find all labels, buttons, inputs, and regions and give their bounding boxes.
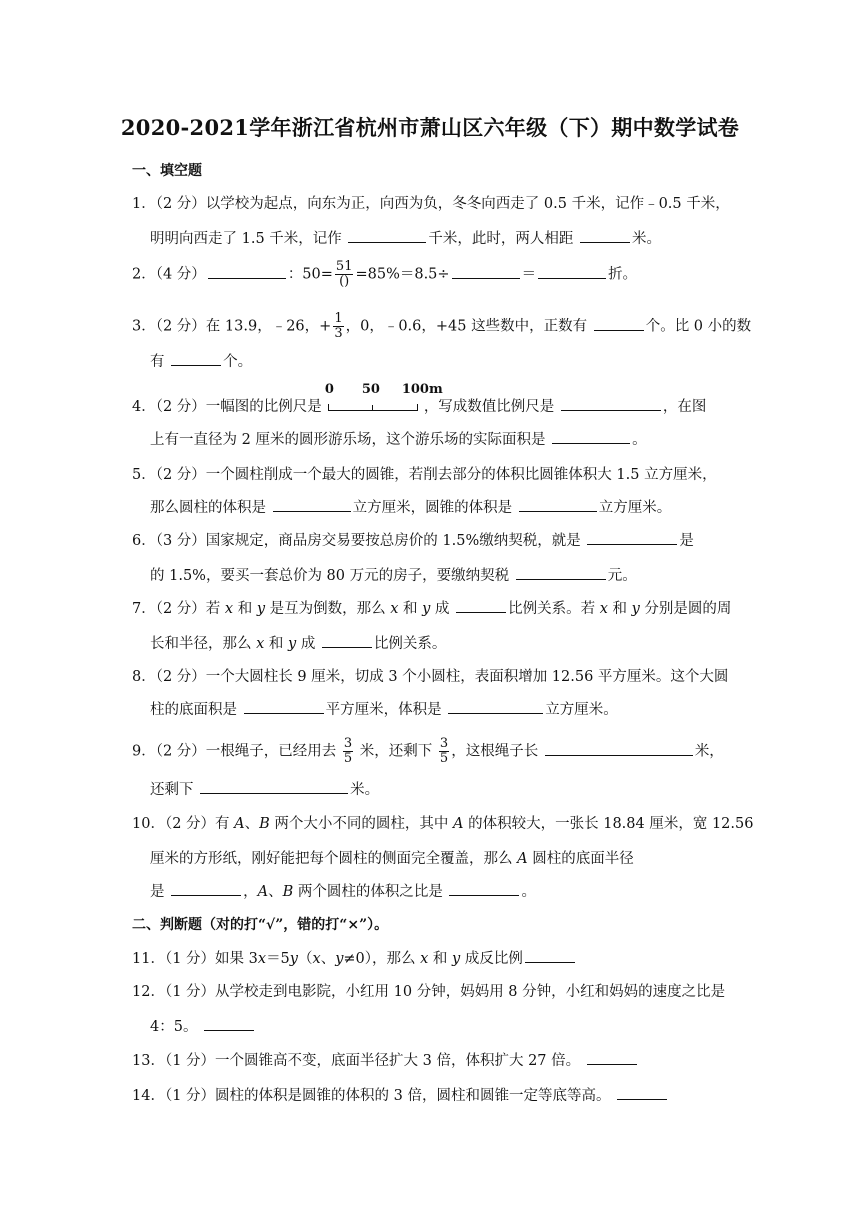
answer-blank[interactable] (200, 779, 348, 794)
line-scale-bar (324, 382, 443, 411)
question-10-line-1: 10．（2 分）有 A、B 两个大小不同的圆柱，其中 A 的体积较大，一张长 18.84 厘米，宽 12.56 (132, 816, 754, 832)
fraction: $\frac{51}{()}$ (335, 259, 353, 289)
answer-blank[interactable] (516, 565, 606, 580)
question-12-line-2: 4：5。 (150, 1015, 256, 1036)
fraction: $\frac{3}{5}$ (439, 736, 449, 766)
page-title: 2020-2021学年浙江省杭州市萧山区六年级（下）期中数学试卷 (120, 115, 740, 140)
fraction: $\frac{3}{5}$ (343, 736, 353, 766)
question-4-line-1: 4．（2 分）一幅图的比例尺是 0 50 100m ，写成数值比例尺是 ，在图 (132, 382, 707, 415)
question-4-line-2: 上有一直径为 2 厘米的圆形游乐场，这个游乐场的实际面积是 。 (150, 428, 647, 449)
answer-blank[interactable] (208, 264, 286, 279)
section-heading-fill-in: 一、填空题 (132, 163, 202, 179)
answer-blank[interactable] (171, 881, 241, 896)
question-13: 13．（1 分）一个圆锥高不变，底面半径扩大 3 倍，体积扩大 27 倍。 (132, 1049, 639, 1070)
question-5-line-1: 5．（2 分）一个圆柱削成一个最大的圆锥，若削去部分的体积比圆锥体积大 1.5 立方厘米， (132, 467, 717, 483)
answer-blank[interactable] (452, 264, 520, 279)
answer-blank[interactable] (525, 948, 575, 963)
answer-blank[interactable] (519, 497, 597, 512)
scale-label: 50 (361, 382, 380, 397)
answer-blank[interactable] (171, 351, 221, 366)
question-12-line-1: 12．（1 分）从学校走到电影院，小红用 10 分钟，妈妈用 8 分钟，小红和妈妈的速度之比是 (132, 984, 726, 1000)
answer-blank[interactable] (273, 497, 351, 512)
question-10-line-2: 厘米的方形纸，刚好能把每个圆柱的侧面完全覆盖，那么 A 圆柱的底面半径 (150, 851, 634, 867)
answer-blank[interactable] (594, 316, 644, 331)
question-11: 11．（1 分）如果 3x＝5y（x、y≠0），那么 x 和 y 成反比例 (132, 947, 577, 968)
question-7-line-2: 长和半径，那么 x 和 y 成 比例关系。 (150, 632, 446, 653)
answer-blank[interactable] (448, 699, 543, 714)
answer-blank[interactable] (552, 429, 630, 444)
question-3-line-1: 3．（2 分）在 13.9，﹣26，+ $\frac{1}{3}$ ，0，﹣0.6，+45 这些数中，正数有 个。比 0 小的数 (132, 311, 752, 341)
question-8-line-2: 柱的底面积是 平方厘米，体积是 立方厘米。 (150, 698, 618, 719)
question-10-line-3: 是 ，A、B 两个圆柱的体积之比是 。 (150, 880, 536, 901)
question-9-line-1: 9．（2 分）一根绳子，已经用去 $\frac{3}{5}$ 米，还剩下 $\frac{3}{5}$ ，这根绳子长 米， (132, 736, 724, 766)
answer-blank[interactable] (204, 1016, 254, 1031)
question-14: 14．（1 分）圆柱的体积是圆锥的体积的 3 倍，圆柱和圆锥一定等底等高。 (132, 1084, 669, 1105)
answer-blank[interactable] (545, 741, 693, 756)
answer-blank[interactable] (456, 598, 506, 613)
question-2: 2．（4 分） ：50= $\frac{51}{()}$ =85%＝8.5÷ ＝ 折。 (132, 259, 638, 289)
answer-blank[interactable] (538, 264, 606, 279)
scale-label: 0 (324, 382, 334, 397)
fraction: $\frac{1}{3}$ (334, 311, 343, 341)
question-1-line-1: 1．（2 分）以学校为起点，向东为正，向西为负，冬冬向西走了 0.5 千米，记作﹣0.5 千米， (132, 196, 730, 212)
section-heading-true-false: 二、判断题（对的打“√”，错的打“×”）。 (132, 917, 389, 933)
answer-blank[interactable] (449, 881, 519, 896)
answer-blank[interactable] (322, 633, 372, 648)
scale-label: 100m (401, 382, 443, 397)
answer-blank[interactable] (617, 1085, 667, 1100)
question-9-line-2: 还剩下 米。 (150, 778, 379, 799)
question-5-line-2: 那么圆柱的体积是 立方厘米，圆锥的体积是 立方厘米。 (150, 496, 671, 517)
question-6-line-2: 的 1.5%，要买一套总价为 80 万元的房子，要缴纳契税 元。 (150, 564, 637, 585)
answer-blank[interactable] (244, 699, 324, 714)
question-7-line-1: 7．（2 分）若 x 和 y 是互为倒数，那么 x 和 y 成 比例关系。若 x 和 y 分别是圆的周 (132, 597, 731, 618)
question-8-line-1: 8．（2 分）一个大圆柱长 9 厘米，切成 3 个小圆柱，表面积增加 12.56 平方厘米。这个大圆 (132, 669, 729, 685)
answer-blank[interactable] (348, 228, 426, 243)
question-1-line-2: 明明向西走了 1.5 千米，记作 千米，此时，两人相距 米。 (150, 227, 661, 248)
question-6-line-1: 6．（3 分）国家规定，商品房交易要按总房价的 1.5%缴纳契税，就是 是 (132, 529, 694, 550)
answer-blank[interactable] (580, 228, 630, 243)
answer-blank[interactable] (587, 530, 677, 545)
answer-blank[interactable] (561, 396, 661, 411)
question-3-line-2: 有 个。 (150, 350, 252, 371)
answer-blank[interactable] (587, 1050, 637, 1065)
